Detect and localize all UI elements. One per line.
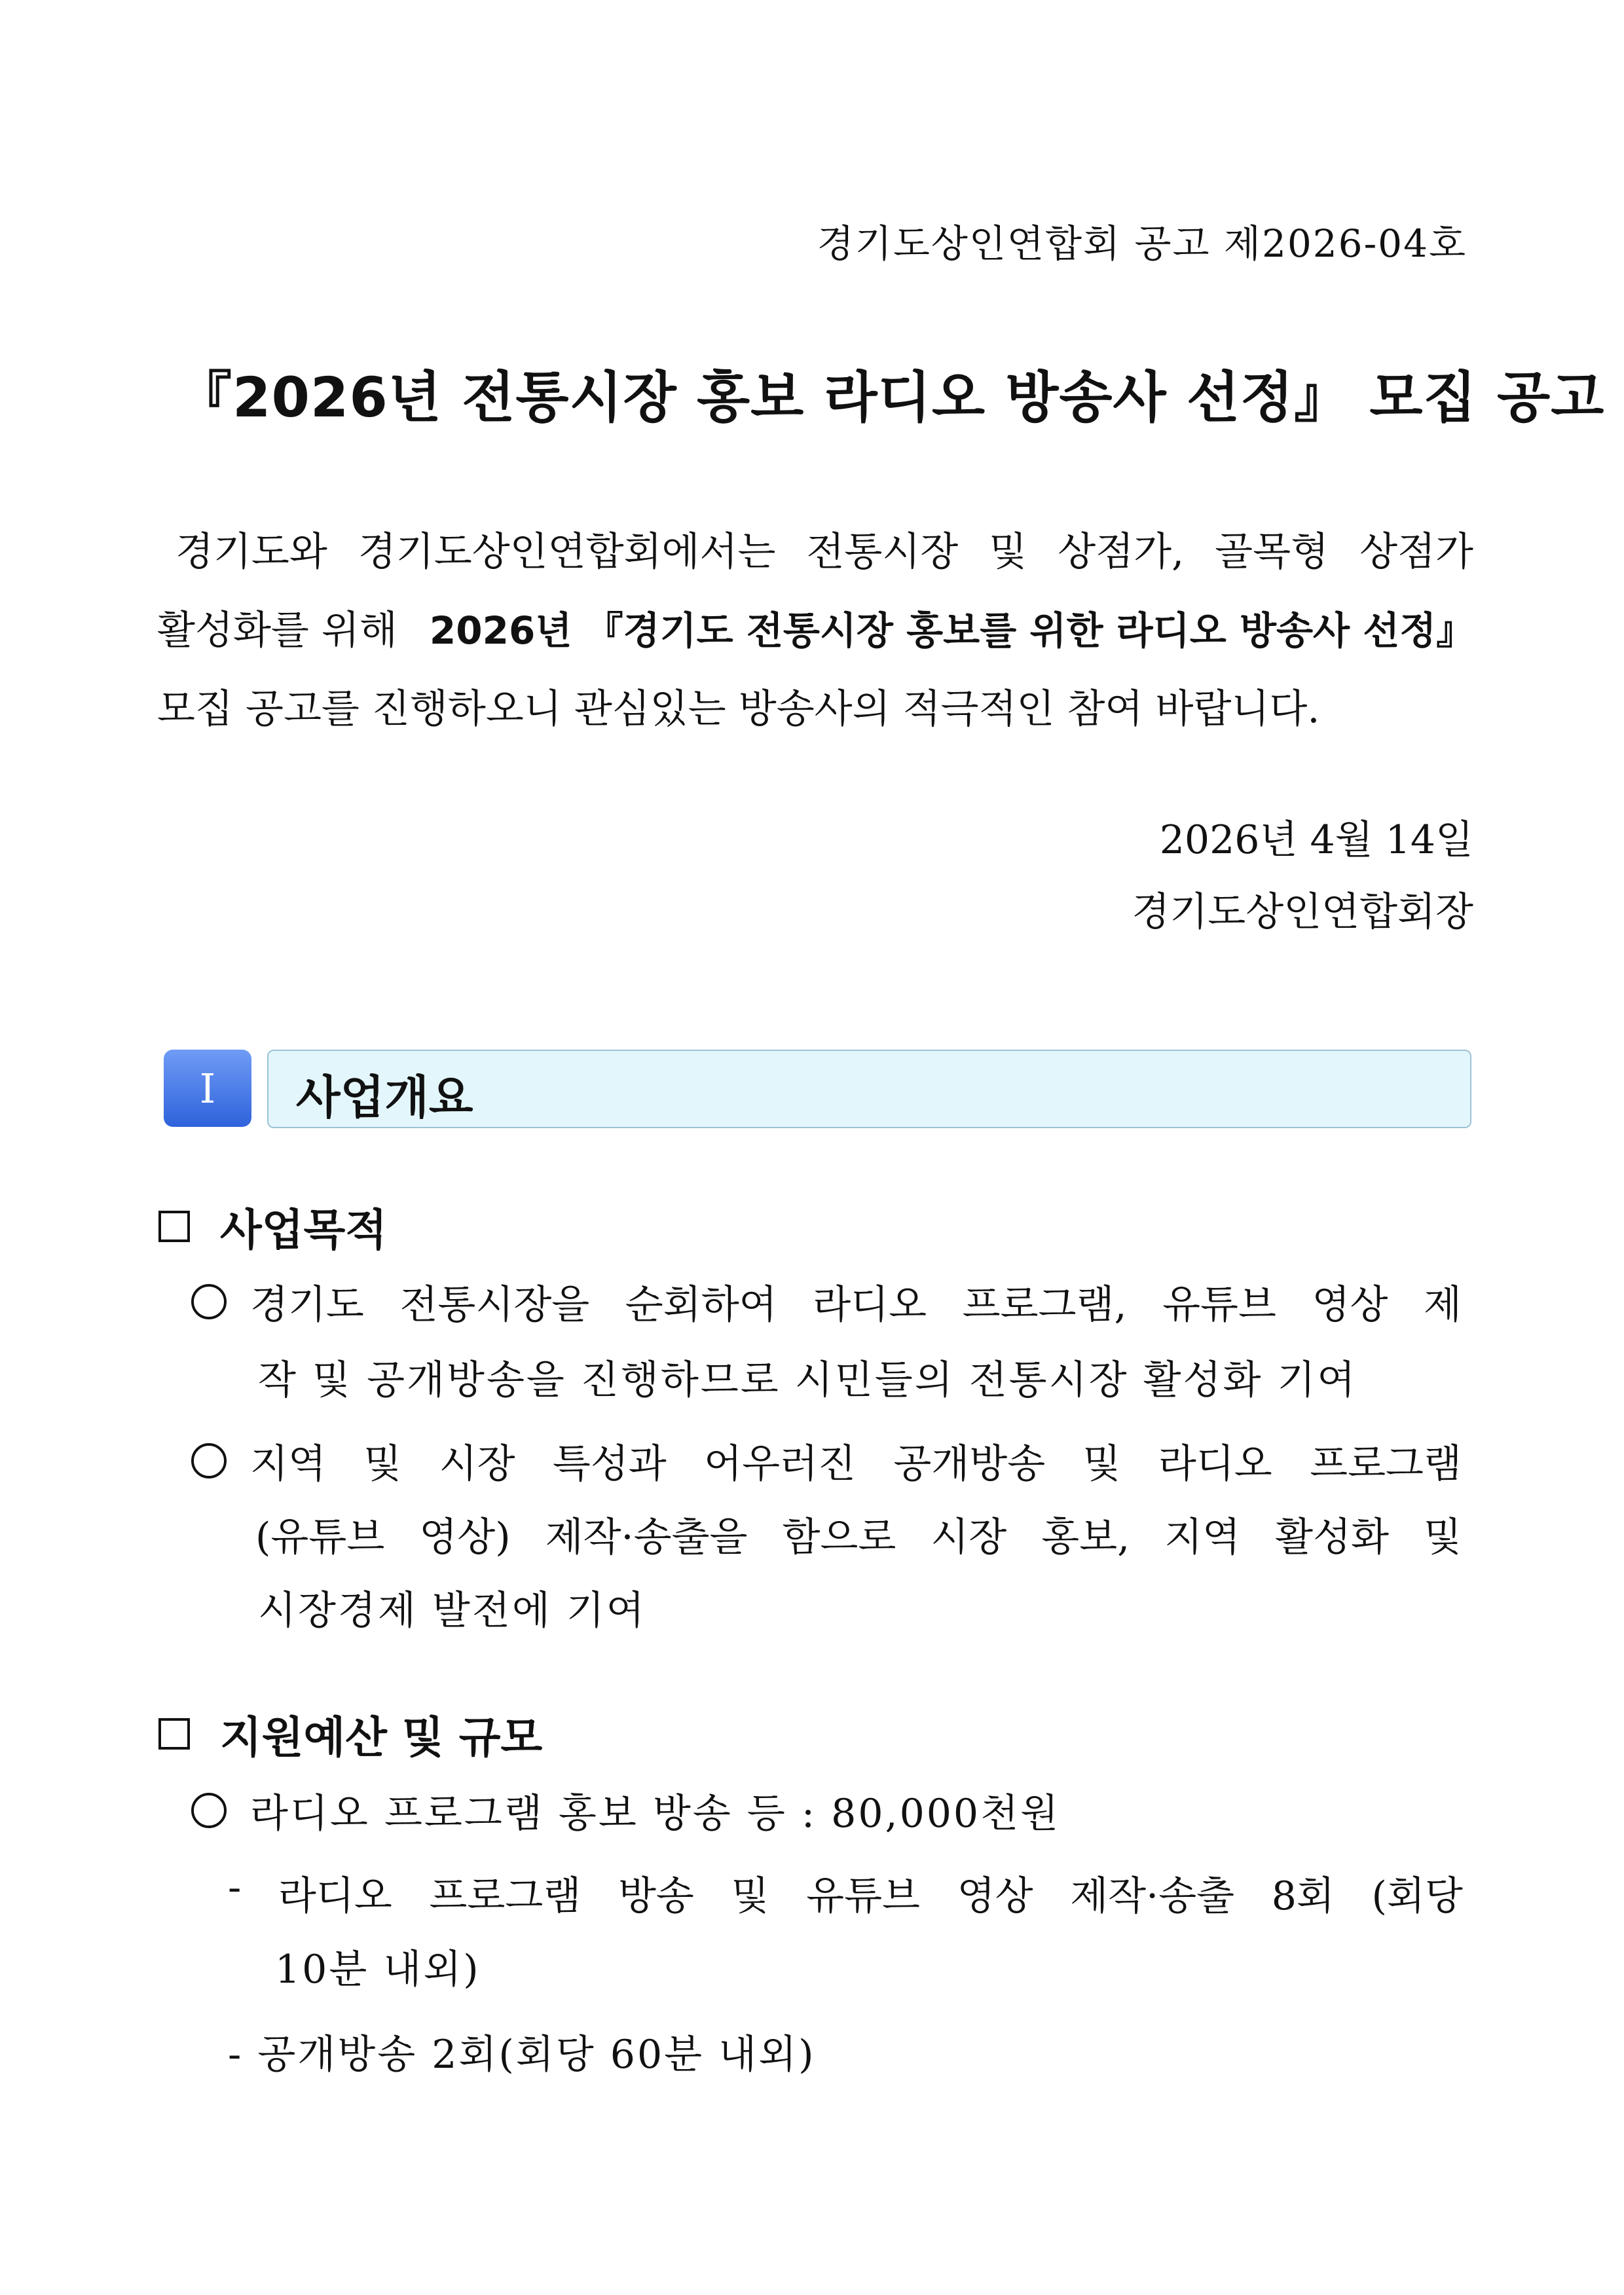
circle-bullet-icon bbox=[191, 1443, 227, 1478]
word: (회당 bbox=[1371, 1873, 1463, 1919]
announcement-date: 2026년 4월 14일 bbox=[1159, 817, 1473, 863]
budget-sub-2: - 공개방송 2회(회당 60분 내외) bbox=[228, 2032, 816, 2078]
purpose-item-2-line-2 bbox=[255, 1506, 1462, 1562]
budget-sub-1-line-2: 10분 내외) bbox=[275, 1947, 481, 1992]
intro-word: 및 bbox=[989, 529, 1027, 575]
purpose-heading bbox=[158, 1195, 387, 1257]
budget-heading-text: 지원예산 및 규모 bbox=[220, 1712, 543, 1763]
purpose-item-2 bbox=[191, 1433, 1462, 1489]
issuer-name: 경기도상인연합회장 bbox=[1132, 889, 1473, 935]
word: 시장 bbox=[439, 1441, 515, 1487]
word: 영상 bbox=[1312, 1282, 1388, 1328]
word: 8회 bbox=[1271, 1873, 1335, 1919]
circle-bullet-icon bbox=[191, 1284, 227, 1319]
word: 라디오 bbox=[278, 1873, 392, 1919]
budget-sub-1-line-1 bbox=[228, 1865, 1463, 1921]
section-number-badge: Ⅰ bbox=[164, 1050, 251, 1127]
purpose-heading-text: 사업목적 bbox=[220, 1205, 388, 1255]
word: 영상) bbox=[419, 1515, 511, 1560]
word: 및 bbox=[363, 1441, 402, 1487]
intro-line-2-prefix: 활성화를 위해 bbox=[157, 608, 397, 653]
purpose-item-1-line-1 bbox=[250, 1274, 1462, 1330]
intro-word: 상점가, bbox=[1058, 529, 1185, 575]
square-bullet-icon bbox=[158, 1718, 190, 1750]
intro-line-1 bbox=[157, 521, 1473, 577]
word: 라디오 bbox=[1158, 1441, 1272, 1487]
intro-word: 경기도상인연합회에서는 bbox=[358, 529, 776, 575]
purpose-item-1-line-2: 작 및 공개방송을 진행하므로 시민들의 전통시장 활성화 기여 bbox=[258, 1357, 1357, 1403]
word: 전통시장을 bbox=[399, 1282, 590, 1328]
budget-item bbox=[191, 1782, 1060, 1839]
word: 어우러진 bbox=[704, 1441, 856, 1487]
word: 제작·송출을 bbox=[545, 1515, 748, 1560]
intro-word: 상점가 bbox=[1359, 529, 1473, 575]
intro-line-3: 모집 공고를 진행하오니 관심있는 방송사의 적극적인 참여 바랍니다. bbox=[157, 686, 1320, 732]
word: 및 bbox=[731, 1873, 769, 1919]
intro-line-2 bbox=[157, 599, 1473, 655]
word: 영상 bbox=[957, 1873, 1033, 1919]
word: 및 bbox=[1424, 1515, 1462, 1560]
word: (유튜브 bbox=[255, 1515, 385, 1560]
word: 지역 bbox=[1164, 1515, 1241, 1560]
word: - bbox=[228, 1865, 242, 1911]
budget-item-text: 라디오 프로그램 홍보 방송 등 : 80,000천원 bbox=[250, 1791, 1061, 1837]
purpose-item-2-line-3: 시장경제 발전에 기여 bbox=[258, 1588, 646, 1634]
word: 유튜브 bbox=[1162, 1282, 1276, 1328]
word: 제작·송출 bbox=[1070, 1873, 1235, 1919]
word: 제 bbox=[1424, 1282, 1462, 1328]
word: 공개방송 bbox=[893, 1441, 1046, 1487]
word: 유튜브 bbox=[806, 1873, 920, 1919]
square-bullet-icon bbox=[158, 1211, 190, 1242]
word: 시장 bbox=[931, 1515, 1007, 1560]
notice-number: 경기도상인연합회 공고 제2026-04호 bbox=[817, 221, 1467, 266]
word: 순회하여 bbox=[625, 1282, 777, 1328]
intro-line-2-emphasis: 2026년 『경기도 전통시장 홍보를 위한 라디오 방송사 선정』 bbox=[429, 608, 1475, 653]
word: 프로그램 bbox=[429, 1873, 581, 1919]
intro-word: 경기도와 bbox=[175, 529, 327, 575]
word: 및 bbox=[1082, 1441, 1121, 1487]
word: 홍보, bbox=[1041, 1515, 1130, 1560]
word: 라디오 bbox=[813, 1282, 927, 1328]
word: 경기도 bbox=[250, 1282, 364, 1328]
word: 함으로 bbox=[782, 1515, 896, 1560]
word: 지역 bbox=[250, 1441, 326, 1487]
circle-bullet-icon bbox=[191, 1793, 227, 1828]
document-title: 『2026년 전통시장 홍보 라디오 방송사 선정』 모집 공고 bbox=[177, 365, 1605, 430]
word: 프로그램 bbox=[1310, 1441, 1462, 1487]
purpose-item-1 bbox=[191, 1274, 1462, 1330]
purpose-item-2-line-1 bbox=[250, 1433, 1462, 1489]
word: 활성화 bbox=[1275, 1515, 1390, 1560]
word: 프로그램, bbox=[962, 1282, 1127, 1328]
section-title: 사업개요 bbox=[296, 1071, 473, 1124]
budget-heading bbox=[158, 1702, 542, 1765]
word: 방송 bbox=[618, 1873, 694, 1919]
intro-word: 골목형 bbox=[1215, 529, 1329, 575]
word: 특성과 bbox=[552, 1441, 667, 1487]
intro-word: 전통시장 bbox=[806, 529, 959, 575]
